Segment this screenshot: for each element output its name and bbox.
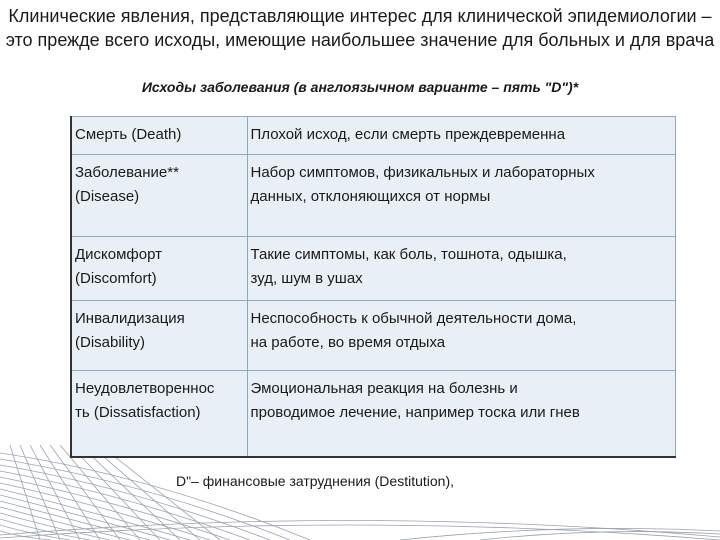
table-row: [71, 301, 675, 371]
table-row: [71, 371, 675, 458]
footnote: D"– финансовые затруднения (Destitution),: [176, 473, 455, 489]
term-cell: Инвалидизация (Disability): [71, 301, 247, 371]
term-cell: Дискомфорт (Discomfort): [71, 237, 247, 301]
definition-cell: Эмоциональная реакция на болезнь и проводимое лечение, например тоска или гнев: [247, 371, 675, 458]
decorative-corner-hatching: [0, 445, 720, 540]
table-row: [71, 237, 675, 301]
slide-title: Клинические явления, представляющие интерес для клинической эпидемиологии – это прежде всего исходы, имеющие наибольшее значение для больных и для врача: [5, 6, 715, 50]
definition-cell: Набор симптомов, физикальных и лабораторных данных, отклоняющихся от нормы: [247, 155, 675, 237]
definition-cell: Неспособность к обычной деятельности дома, на работе, во время отдыха: [247, 301, 675, 371]
definition-cell: Такие симптомы, как боль, тошнота, одышка, зуд, шум в ушах: [247, 237, 675, 301]
slide-subtitle: Исходы заболевания (в англоязычном варианте – пять "D")*: [141, 79, 579, 95]
table-row: [71, 117, 675, 155]
table-row: [71, 155, 675, 237]
term-cell: Смерть (Death): [71, 117, 247, 155]
term-cell: Неудовлетвореннос ть (Dissatisfaction): [71, 371, 247, 458]
term-cell: Заболевание** (Disease): [71, 155, 247, 237]
definition-cell: Плохой исход, если смерть преждевременна: [247, 117, 675, 155]
outcomes-table: [70, 116, 676, 458]
